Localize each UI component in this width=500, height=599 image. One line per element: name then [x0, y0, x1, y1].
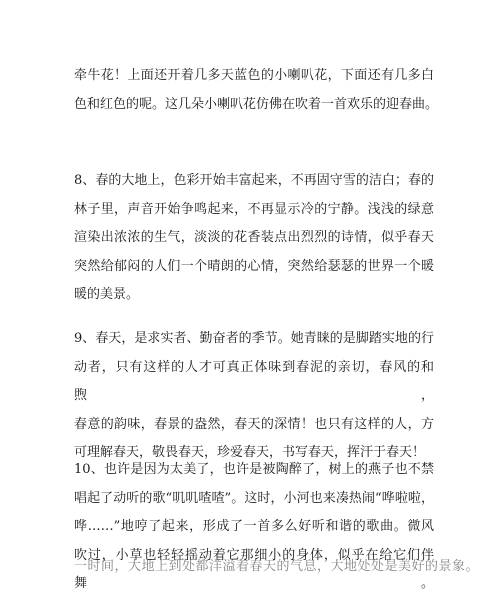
text-line: 渲染出浓浓的生气，淡淡的花香装点出烈烈的诗情，似乎春天 — [74, 230, 434, 245]
text-line: 动者，只有这样的人才可真正体味到春泥的亲切，春风的和煦， — [74, 359, 434, 403]
text-line: 唱起了动听的歌“叽叽喳喳”。这时，小河也来凑热闹“哗啦啦， — [74, 490, 434, 506]
text-line: 9、春天，是求实者、勤奋者的季节。她青睐的是脚踏实地的行 — [74, 331, 434, 346]
text-line: 春意的韵味，春景的盎然，春天的深情！也只有这样的人，方 — [74, 416, 434, 432]
text-line: 牵牛花！上面还开着几多天蓝色的小喇叭花，下面还有几多白 — [74, 68, 434, 83]
paragraph-8 — [74, 167, 434, 310]
cutoff-line-text: 一时间，大地上到处都洋溢着春天的气息，大地处处是美好的景象。 — [74, 559, 480, 574]
paragraph-10 — [74, 456, 434, 599]
cutoff-line — [74, 555, 480, 574]
text-line: 吹过，小草也轻轻摇动着它那细小的身体，似乎在给它们伴舞。 — [74, 547, 434, 591]
text-line: 可理解春天，敬畏春天，珍爱春天，书写春天，挥汗于春天！ — [74, 445, 426, 460]
text-line: 突然给郁闷的人们一个晴朗的心情，突然给瑟瑟的世界一个暖 — [74, 258, 434, 274]
paragraph-9 — [74, 325, 434, 468]
text-line: 哗……”地哼了起来，形成了一首多么好听和谐的歌曲。微风 — [74, 519, 434, 534]
text-line: 8、春的大地上，色彩开始丰富起来，不再固守雪的洁白；春的 — [74, 173, 434, 188]
text-line: 色和红色的呢。这几朵小喇叭花仿佛在吹着一首欢乐的迎春曲。 — [74, 96, 439, 112]
paragraph-morning-glory — [74, 62, 439, 119]
text-line: 10、也许是因为太美了，也许是被陶醉了，树上的燕子也不禁 — [74, 462, 434, 477]
text-line: 林子里，声音开始争鸣起来，不再显示冷的宁静。浅浅的绿意 — [74, 201, 434, 217]
text-line: 暖的美景。 — [74, 287, 140, 302]
